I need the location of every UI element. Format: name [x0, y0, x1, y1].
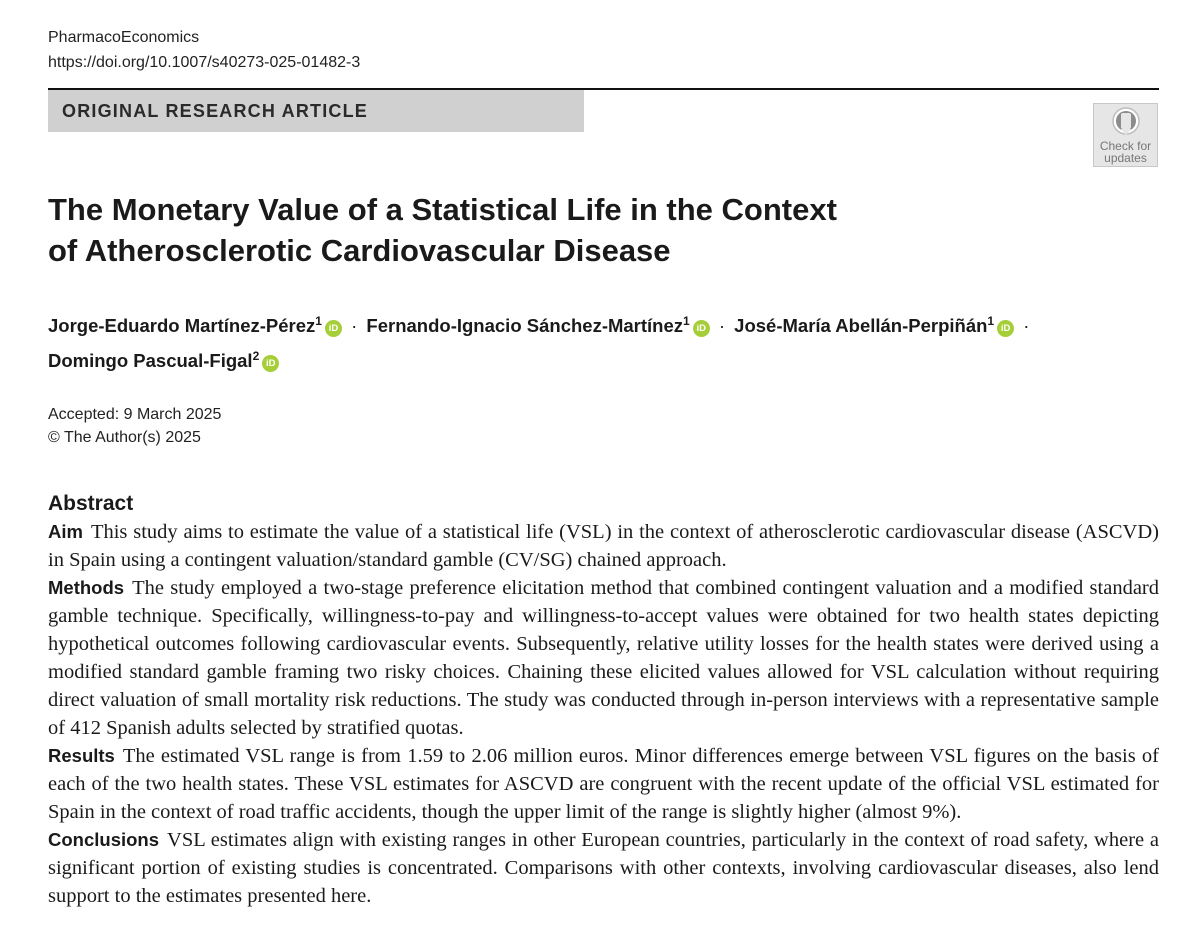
author-separator: ·: [1023, 315, 1030, 337]
copyright-notice: © The Author(s) 2025: [48, 429, 201, 446]
section-label: Results: [48, 745, 115, 766]
section-text: This study aims to estimate the value of a statistical life (VSL) in the context of atherosclerotic cardiovascular disease (ASCVD) in Spain using a contingent valuation/standard gamble (CV/SG) chained approach.: [48, 521, 1159, 571]
orcid-icon[interactable]: iD: [262, 355, 279, 372]
title-line-2: of Atherosclerotic Cardiovascular Disease: [48, 233, 671, 268]
author-separator: ·: [718, 315, 726, 337]
section-label: Aim: [48, 521, 83, 542]
orcid-icon[interactable]: iD: [693, 320, 710, 337]
abstract-heading: Abstract: [48, 492, 134, 515]
author-name[interactable]: José-María Abellán-Perpiñán: [734, 315, 988, 337]
crossmark-label: [1094, 140, 1157, 164]
article-title: [48, 189, 948, 271]
section-text: VSL estimates align with existing ranges in other European countries, particularly in the context of road safety, where a significant portion of existing studies is concentrated. Comparisons with other contexts, involving cardiovascular diseases, also lend support to the estimates presented here.: [48, 829, 1159, 907]
abstract-section-results: [48, 742, 1159, 826]
orcid-icon[interactable]: iD: [325, 320, 342, 337]
section-text: The study employed a two-stage preference elicitation method that combined contingent valuation and a modified standard gamble technique. Specifically, willingness-to-pay and willingness-to-accept values were obtained for two health states depicting hypothetical outcomes following cardiovascular events. Subsequently, relative utility losses for the health states were derived using a modified standard gamble framing two risky choices. Chaining these elicited values allowed for VSL calculation without requiring direct valuation of small mortality risk reductions. The study was conducted through in-person interviews with a representative sample of 412 Spanish adults selected by stratified quotas.: [48, 577, 1159, 739]
doi-link[interactable]: https://doi.org/10.1007/s40273-025-01482-3: [48, 54, 361, 71]
section-label: Conclusions: [48, 829, 160, 850]
author-affiliation: 1: [987, 314, 995, 328]
title-line-1: The Monetary Value of a Statistical Life in the Context: [48, 192, 837, 227]
abstract-body: [48, 518, 1159, 910]
abstract-section-conclusions: [48, 826, 1159, 910]
section-text: The estimated VSL range is from 1.59 to 2.06 million euros. Minor differences emerge between VSL figures on the basis of each of the two health states. These VSL estimates for ASCVD are congruent with the recent update of the official VSL estimated for Spain in the context of road traffic accidents, though the upper limit of the range is slightly higher (almost 9%).: [48, 745, 1159, 823]
crossmark-line-2: updates: [1104, 151, 1147, 165]
author-affiliation: 1: [683, 314, 690, 328]
orcid-icon[interactable]: iD: [997, 320, 1014, 337]
section-label: Methods: [48, 577, 125, 598]
author-name[interactable]: Jorge-Eduardo Martínez-Pérez: [48, 315, 316, 337]
check-for-updates-badge[interactable]: [1093, 103, 1158, 167]
author-affiliation: 2: [252, 349, 260, 364]
author-name[interactable]: Fernando-Ignacio Sánchez-Martínez: [366, 315, 684, 337]
author-name[interactable]: Domingo Pascual-Figal: [48, 350, 253, 372]
abstract-section-aim: [48, 518, 1159, 574]
author-separator: ·: [351, 315, 358, 337]
journal-name: PharmacoEconomics: [48, 29, 200, 46]
abstract-section-methods: [48, 574, 1159, 742]
accepted-date: Accepted: 9 March 2025: [48, 406, 222, 423]
author-list: [48, 306, 1158, 376]
crossmark-line-1: Check for: [1099, 139, 1152, 153]
article-type-banner: ORIGINAL RESEARCH ARTICLE: [48, 90, 584, 132]
crossmark-icon: [1111, 107, 1141, 139]
author-affiliation: 1: [315, 314, 322, 328]
